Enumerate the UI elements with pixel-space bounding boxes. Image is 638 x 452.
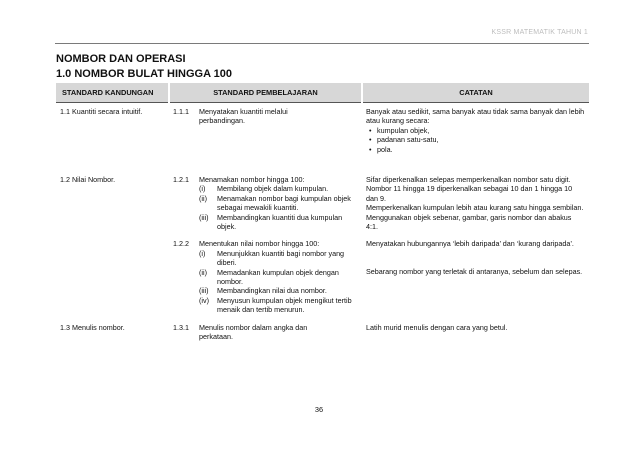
header-standard-pembelajaran: STANDARD PEMBELAJARAN (169, 83, 362, 103)
sub-text: Membandingkan kuantiti dua kumpulan objek. (217, 212, 343, 232)
kandungan-cell: 1.3 Menulis nombor. (60, 322, 125, 332)
kandungan-cell: 1.1 Kuantiti secara intuitif. (60, 107, 143, 116)
catatan-cell (362, 103, 589, 171)
section-title (56, 52, 232, 82)
curriculum-table (56, 83, 589, 346)
sp-text: Menamakan nombor hingga 100: (199, 175, 305, 184)
sp-code: 1.2.2 (173, 239, 189, 249)
catatan-line: Sebarang nombor yang terletak di antaranya, sebelum dan selepas. (366, 266, 583, 276)
catatan-line: Memperkenalkan kumpulan lebih atau kurang satu hingga sembilan. (366, 203, 584, 213)
catatan-intro: Banyak atau sedikit, sama banyak atau tidak sama banyak dan lebih atau kurang secara: (366, 107, 585, 126)
list-item: • padanan satu-satu, (377, 135, 585, 144)
table-row (56, 235, 589, 318)
table-row (56, 171, 589, 235)
catatan-bullet-list (366, 126, 585, 154)
pembelajaran-cell (169, 103, 362, 171)
sub-numeral: (iii) (199, 286, 209, 296)
page-number: 36 (314, 405, 324, 414)
catatan-line: Menggunakan objek sebenar, gambar, garis nombor dan abakus 4:1. (366, 212, 572, 232)
header-rule (55, 43, 589, 44)
section-title-line2: 1.0 NOMBOR BULAT HINGGA 100 (56, 68, 233, 80)
sub-text: Membandingkan nilai dua nombor. (217, 286, 327, 296)
sp-code: 1.2.1 (173, 175, 189, 184)
catatan-cell (362, 235, 589, 318)
pembelajaran-cell (169, 171, 362, 235)
sp-code: 1.3.1 (173, 322, 189, 332)
kandungan-cell: 1.2 Nilai Nombor. (60, 175, 116, 184)
sp-text: Menentukan nilai nombor hingga 100: (199, 239, 320, 249)
catatan-line: Sifar diperkenalkan selepas memperkenalkan nombor satu digit. (366, 175, 571, 184)
section-title-line1: NOMBOR DAN OPERASI (56, 53, 186, 65)
sub-text: Menyusun kumpulan objek mengikut tertib menaik dan tertib menurun. (217, 295, 352, 315)
sp-code: 1.1.1 (173, 107, 189, 116)
header-catatan: CATATAN (362, 83, 589, 103)
table-row (56, 319, 589, 346)
list-item: • pola. (377, 145, 585, 154)
table-header-row (56, 83, 589, 103)
running-head: KSSR MATEMATIK TAHUN 1 (491, 29, 588, 36)
sub-text: Membilang objek dalam kumpulan. (217, 184, 329, 194)
header-standard-kandungan: STANDARD KANDUNGAN (56, 83, 169, 103)
catatan-cell (362, 171, 589, 235)
sub-numeral: (i) (199, 248, 206, 258)
sp-text: Menyatakan kuantiti melalui perbandingan. (199, 107, 288, 126)
list-item: • kumpulan objek, (377, 126, 585, 135)
catatan-line: Nombor 11 hingga 19 diperkenalkan sebagai 10 dan 1 hingga 10 dan 9. (366, 184, 573, 203)
catatan-line: Menyatakan hubungannya ‘lebih daripada’ dan ‘kurang daripada’. (366, 239, 574, 249)
pembelajaran-cell (169, 235, 362, 318)
catatan-cell: Latih murid menulis dengan cara yang betul. (366, 322, 508, 332)
kandungan-cell-empty (56, 235, 169, 318)
sub-numeral: (ii) (199, 267, 207, 277)
pembelajaran-cell (169, 319, 362, 346)
sp-text: Menulis nombor dalam angka dan perkataan. (199, 322, 308, 342)
sub-text: Menunjukkan kuantiti bagi nombor yang diberi. (217, 248, 345, 268)
table-row (56, 103, 589, 171)
sub-numeral: (iv) (199, 295, 209, 305)
sub-numeral: (i) (199, 184, 206, 194)
sub-text: Menamakan nombor bagi kumpulan objek sebagai mewakili kuantiti. (217, 193, 351, 213)
sub-numeral: (ii) (199, 193, 207, 203)
sub-text: Memadankan kumpulan objek dengan nombor. (217, 267, 339, 287)
sub-numeral: (iii) (199, 212, 209, 222)
